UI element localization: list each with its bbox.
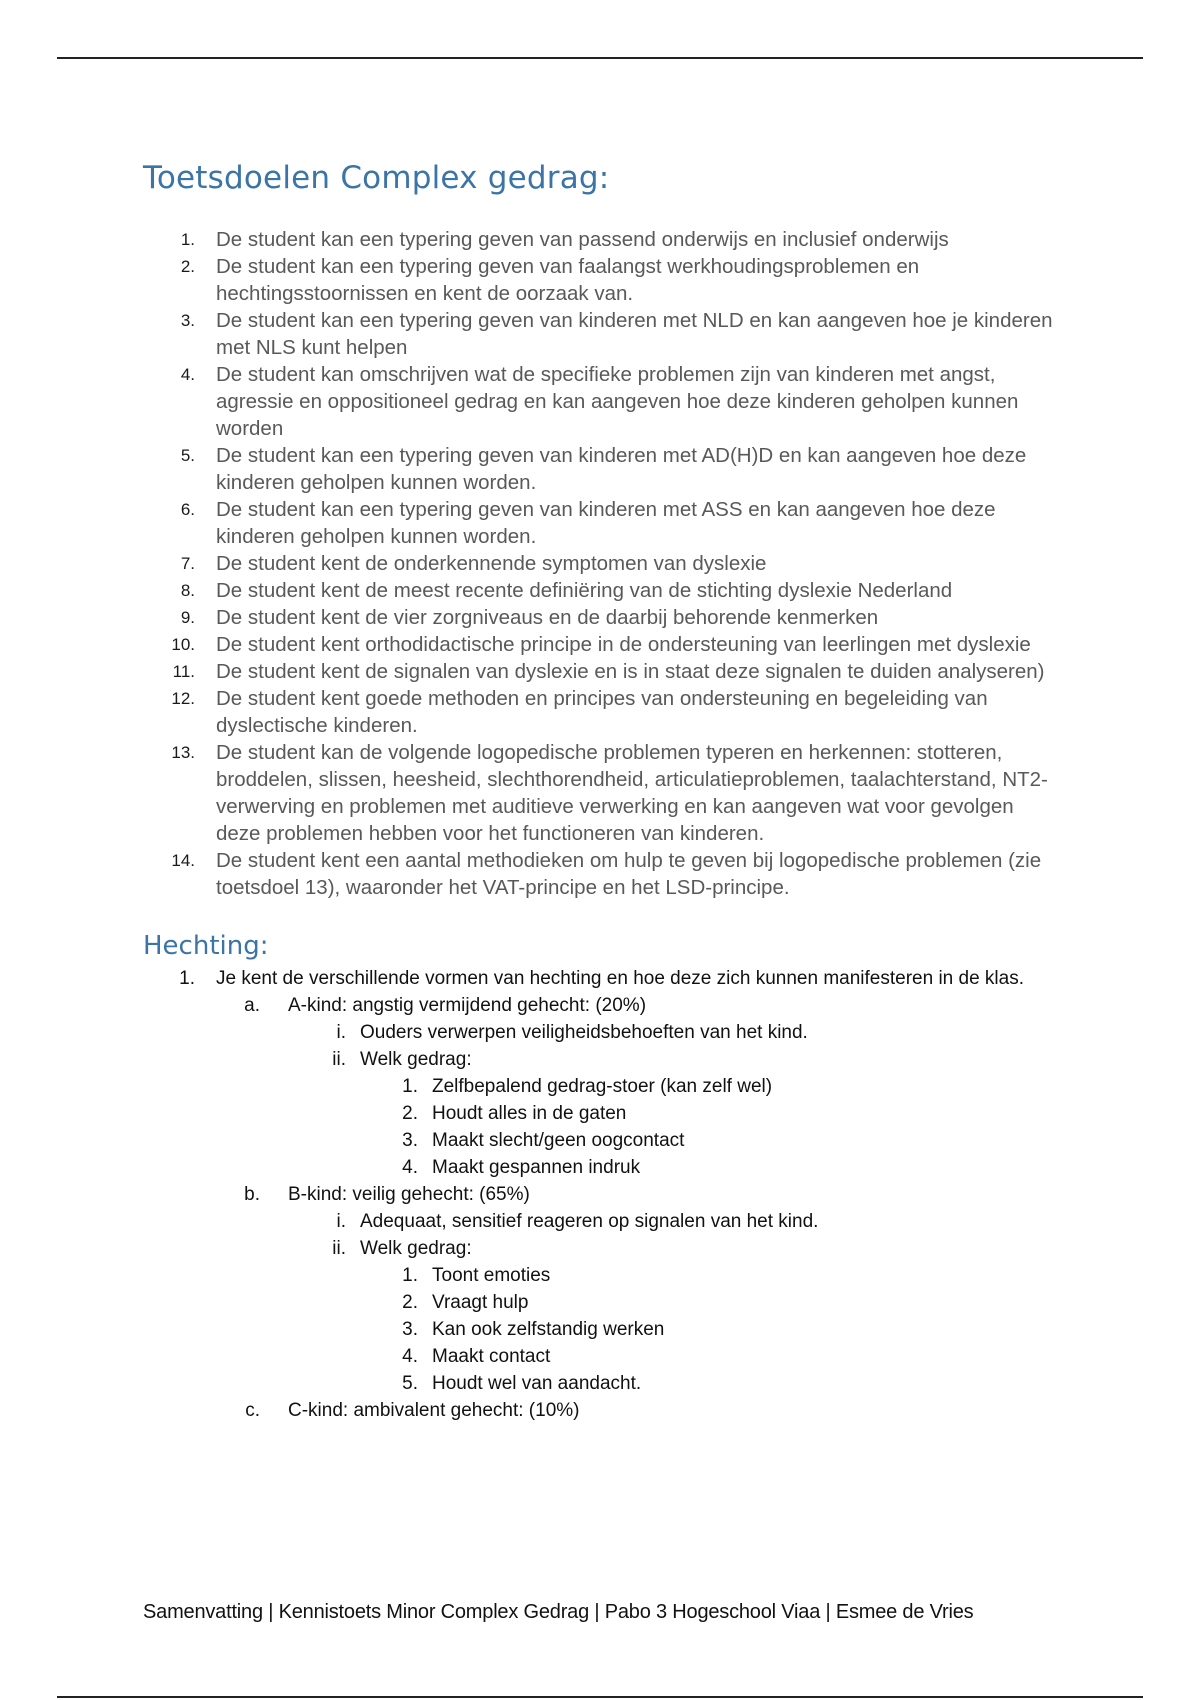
goal-text: De student kent orthodidactische principe in de ondersteuning van leerlingen met dyslexie — [216, 633, 1031, 656]
goal-text: De student kan omschrijven wat de specifieke problemen zijn van kinderen met angst, agressie en oppositioneel gedrag en kan aangeven hoe deze kinderen geholpen kunnen worden — [216, 363, 1019, 440]
behavior-item — [402, 1073, 1063, 1100]
goal-number: 13. — [171, 743, 195, 762]
goal-item — [143, 685, 1063, 739]
attachment-type-c — [216, 1397, 1063, 1424]
hechting-list — [143, 965, 1063, 1424]
hechting-item — [143, 965, 1063, 1424]
behavior-text: Houdt alles in de gaten — [432, 1103, 627, 1124]
goal-text: De student kent de meest recente definiëring van de stichting dyslexie Nederland — [216, 579, 953, 602]
roman-item — [332, 1046, 1063, 1181]
type-text: A-kind: angstig vermijdend gehecht: (20%) — [288, 995, 647, 1016]
goal-text: De student kent een aantal methodieken om hulp te geven bij logopedische problemen (zie toetsdoel 13), waaronder het VAT-principe en het LSD-principe. — [216, 849, 1042, 899]
type-text: C-kind: ambivalent gehecht: (10%) — [288, 1400, 580, 1421]
behavior-number: 3. — [402, 1130, 418, 1151]
goal-number: 14. — [171, 851, 195, 870]
roman-text: Adequaat, sensitief reageren op signalen van het kind. — [360, 1211, 819, 1232]
goal-number: 8. — [180, 581, 195, 600]
roman-item — [336, 1019, 1063, 1046]
behavior-text: Maakt contact — [432, 1346, 551, 1367]
goal-item — [143, 361, 1063, 442]
behavior-text: Toont emoties — [432, 1265, 551, 1286]
goal-item — [143, 253, 1063, 307]
roman-number: ii. — [332, 1049, 346, 1070]
roman-number: i. — [336, 1211, 346, 1232]
type-letter: b. — [244, 1184, 260, 1205]
goal-text: De student kan een typering geven van kinderen met NLD en kan aangeven hoe je kinderen met NLS kunt helpen — [216, 309, 1053, 359]
header-rule — [57, 57, 1143, 59]
goal-item — [143, 658, 1063, 685]
goal-number: 3. — [180, 311, 195, 330]
behavior-text: Maakt gespannen indruk — [432, 1157, 641, 1178]
goal-item — [143, 631, 1063, 658]
attachment-type-a — [216, 992, 1063, 1181]
attachment-type-b — [216, 1181, 1063, 1397]
behavior-text: Kan ook zelfstandig werken — [432, 1319, 665, 1340]
goal-number: 10. — [171, 635, 195, 654]
goal-item — [143, 226, 1063, 253]
behavior-item — [402, 1127, 1063, 1154]
goal-item — [143, 496, 1063, 550]
goal-text: De student kan een typering geven van kinderen met AD(H)D en kan aangeven hoe deze kinderen geholpen kunnen worden. — [216, 444, 1027, 494]
goal-text: De student kent de onderkennende symptomen van dyslexie — [216, 552, 767, 575]
behavior-text: Vraagt hulp — [432, 1292, 529, 1313]
behavior-item — [402, 1100, 1063, 1127]
behavior-number: 2. — [402, 1292, 418, 1313]
behavior-item — [402, 1343, 1063, 1370]
goal-item — [143, 739, 1063, 847]
roman-list — [332, 1208, 1063, 1397]
roman-number: ii. — [332, 1238, 346, 1259]
behavior-text: Zelfbepalend gedrag-stoer (kan zelf wel) — [432, 1076, 773, 1097]
hechting-heading: Hechting: — [143, 931, 269, 961]
type-letter: c. — [245, 1400, 260, 1421]
goal-text: De student kent de vier zorgniveaus en de daarbij behorende kenmerken — [216, 606, 879, 629]
goal-text: De student kan een typering geven van kinderen met ASS en kan aangeven hoe deze kinderen geholpen kunnen worden. — [216, 498, 996, 548]
page-title: Toetsdoelen Complex gedrag: — [143, 160, 610, 196]
roman-item — [332, 1235, 1063, 1397]
footer-rule — [57, 1696, 1143, 1698]
type-letter: a. — [244, 995, 260, 1016]
goal-item — [143, 604, 1063, 631]
goal-item — [143, 442, 1063, 496]
roman-text: Ouders verwerpen veiligheidsbehoeften van het kind. — [360, 1022, 808, 1043]
behavior-item — [402, 1289, 1063, 1316]
behavior-item — [402, 1154, 1063, 1181]
goal-number: 1. — [180, 230, 195, 249]
goal-number: 4. — [180, 365, 195, 384]
goal-number: 7. — [180, 554, 195, 573]
behavior-text: Houdt wel van aandacht. — [432, 1373, 642, 1394]
behavior-number: 1. — [402, 1265, 418, 1286]
item-text: Je kent de verschillende vormen van hechting en hoe deze zich kunnen manifesteren in de klas. — [216, 968, 1024, 989]
goals-list — [143, 226, 1063, 901]
behavior-number: 4. — [402, 1157, 418, 1178]
goal-item — [143, 307, 1063, 361]
page-footer: Samenvatting | Kennistoets Minor Complex Gedrag | Pabo 3 Hogeschool Viaa | Esmee de Vries — [143, 1601, 974, 1623]
behavior-number: 3. — [402, 1319, 418, 1340]
behavior-item — [402, 1262, 1063, 1289]
goal-text: De student kan een typering geven van faalangst werkhoudingsproblemen en hechtingsstoornissen en kent de oorzaak van. — [216, 255, 920, 305]
roman-text: Welk gedrag: — [360, 1238, 472, 1259]
goal-item — [143, 550, 1063, 577]
goal-text: De student kan een typering geven van passend onderwijs en inclusief onderwijs — [216, 228, 949, 251]
roman-number: i. — [336, 1022, 346, 1043]
goal-number: 2. — [180, 257, 195, 276]
roman-item — [336, 1208, 1063, 1235]
behavior-item — [402, 1316, 1063, 1343]
goal-number: 5. — [180, 446, 195, 465]
goal-number: 9. — [180, 608, 195, 627]
goal-number: 11. — [172, 662, 195, 681]
goal-text: De student kent de signalen van dyslexie en is in staat deze signalen te duiden analyseren) — [216, 660, 1045, 683]
roman-text: Welk gedrag: — [360, 1049, 472, 1070]
goal-number: 12. — [171, 689, 195, 708]
behavior-number: 1. — [402, 1076, 418, 1097]
behavior-number: 2. — [402, 1103, 418, 1124]
document-body — [143, 160, 1063, 1424]
goal-item — [143, 577, 1063, 604]
roman-list — [332, 1019, 1063, 1181]
type-text: B-kind: veilig gehecht: (65%) — [288, 1184, 530, 1205]
goal-text: De student kent goede methoden en principes van ondersteuning en begeleiding van dyslectische kinderen. — [216, 687, 988, 737]
item-number: 1. — [179, 968, 195, 989]
behavior-item — [402, 1370, 1063, 1397]
behavior-text: Maakt slecht/geen oogcontact — [432, 1130, 685, 1151]
behavior-list — [402, 1073, 1063, 1181]
attachment-types-list — [244, 992, 1063, 1424]
behavior-number: 5. — [402, 1373, 418, 1394]
goal-item — [143, 847, 1063, 901]
goal-number: 6. — [180, 500, 195, 519]
goal-text: De student kan de volgende logopedische problemen typeren en herkennen: stotteren, broddelen, slissen, heesheid, slechthorendheid, articulatieproblemen, taalachterstand, NT2-verwerving en problemen met auditieve verwerking en kan aangeven wat voor gevolgen deze problemen hebben voor het functioneren van kinderen. — [216, 741, 1048, 845]
behavior-number: 4. — [402, 1346, 418, 1367]
behavior-list — [402, 1262, 1063, 1397]
